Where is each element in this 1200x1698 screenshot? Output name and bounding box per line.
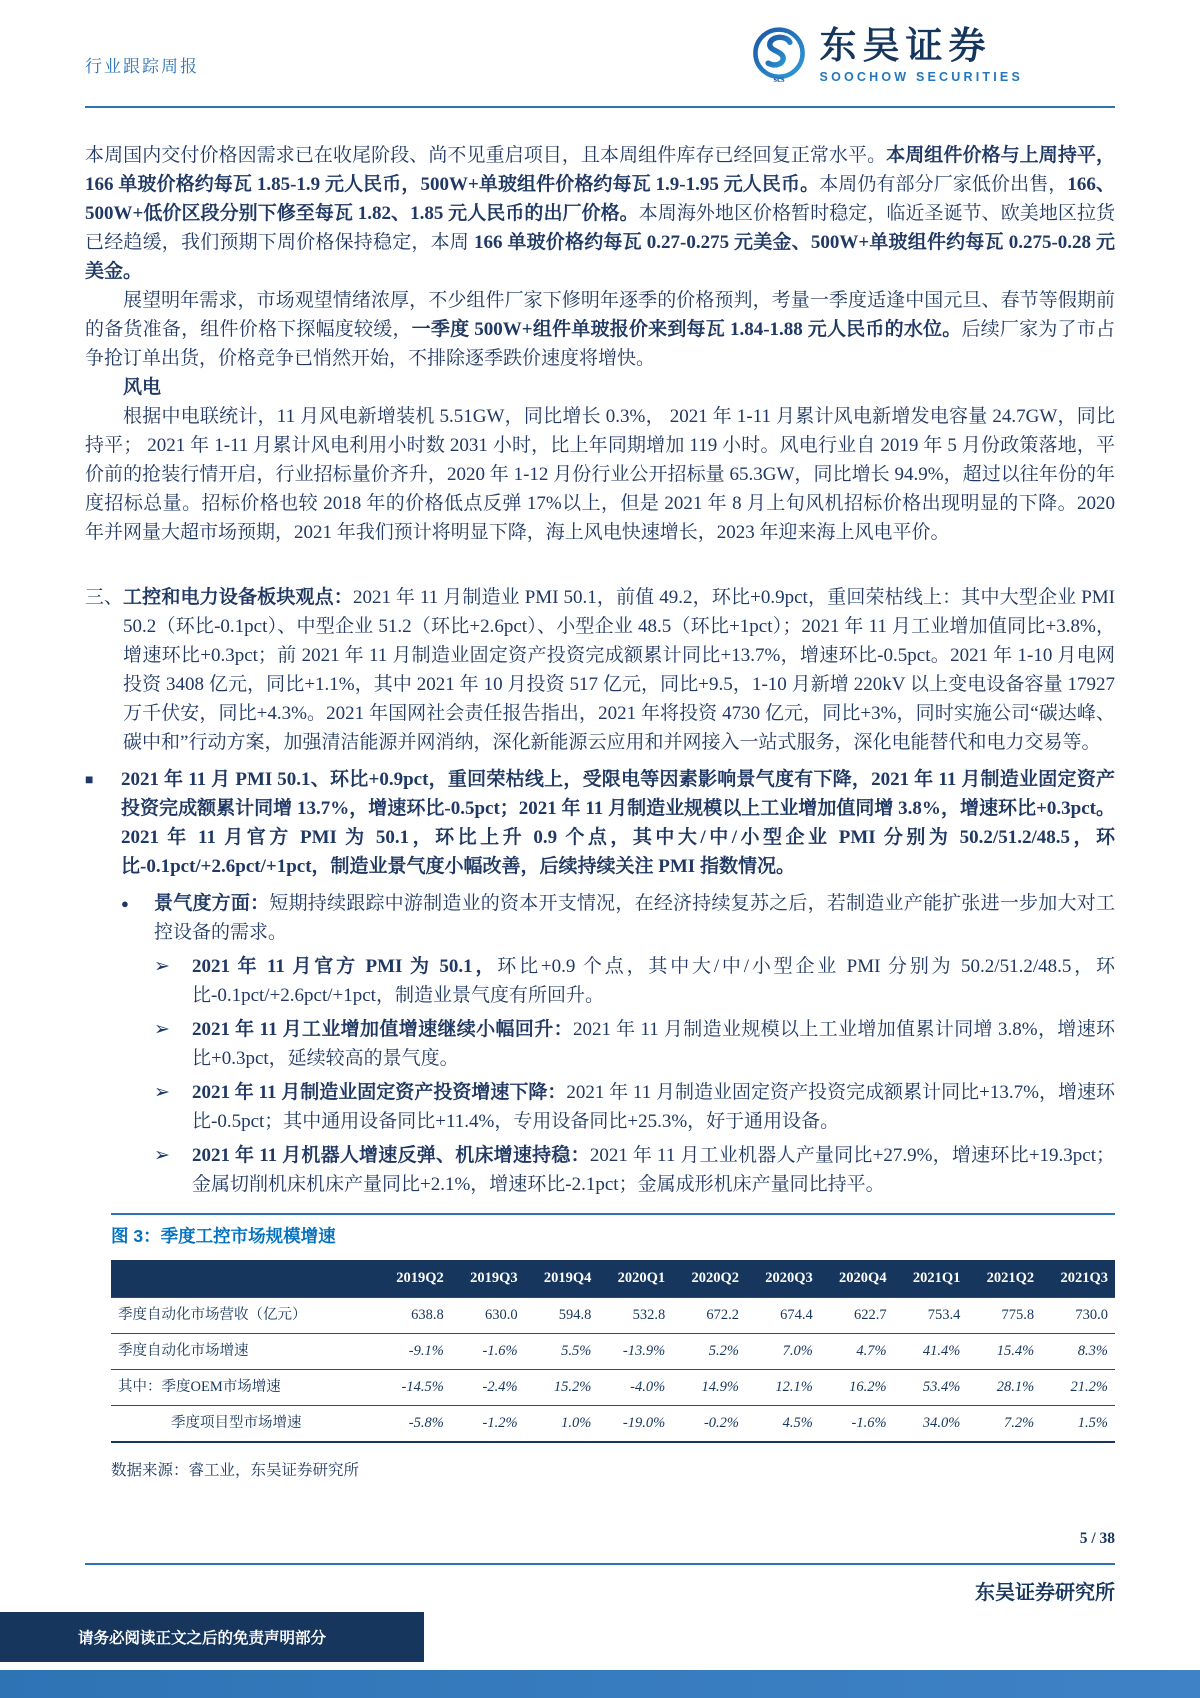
soochow-emblem-icon bbox=[750, 26, 808, 84]
table-cell: 674.4 bbox=[746, 1298, 820, 1334]
table-cell: -1.6% bbox=[451, 1334, 525, 1370]
report-type-label: 行业跟踪周报 bbox=[85, 57, 199, 76]
table-cell: 630.0 bbox=[451, 1298, 525, 1334]
paragraph-next-year-outlook bbox=[85, 286, 1115, 373]
table-cell: -9.1% bbox=[377, 1334, 451, 1370]
arrow-item-official-pmi-text bbox=[192, 952, 1115, 1010]
table-cell: -0.2% bbox=[672, 1406, 746, 1443]
table-header-cell: 2021Q1 bbox=[894, 1260, 968, 1298]
report-body bbox=[85, 108, 1115, 1485]
table-header-cell bbox=[111, 1260, 377, 1298]
table-header-cell: 2019Q3 bbox=[451, 1260, 525, 1298]
table-cell: 775.8 bbox=[967, 1298, 1041, 1334]
brand-text bbox=[820, 26, 1023, 84]
bullet-pmi-summary bbox=[85, 765, 1115, 881]
table-cell: -1.2% bbox=[451, 1406, 525, 1443]
research-institute-name: 东吴证券研究所 bbox=[975, 1582, 1115, 1604]
table-header-cell: 2019Q4 bbox=[525, 1260, 599, 1298]
table-cell: 672.2 bbox=[672, 1298, 746, 1334]
table-row bbox=[111, 1298, 1115, 1334]
bottom-accent-bar bbox=[0, 1670, 1200, 1698]
table-cell: 4.5% bbox=[746, 1406, 820, 1443]
text-segment: 本周海外地区价格暂时稳定，临近圣诞节、欧美地区拉货已经趋缓，我们预期下周价格保持稳定，本周 bbox=[85, 203, 1115, 253]
table-cell: 21.2% bbox=[1041, 1370, 1115, 1406]
table-row bbox=[111, 1406, 1115, 1443]
text-segment: 本周组件价格与上周持平，166 单玻价格约每瓦 1.85-1.9 元人民币，500W+单玻组件价格约每瓦 1.9-1.95 元人民币。 bbox=[85, 145, 1115, 195]
table-cell: 14.9% bbox=[672, 1370, 746, 1406]
disclaimer-text: 请务必阅读正文之后的免责声明部分 bbox=[78, 1630, 327, 1647]
text-segment: 本周仍有部分厂家低价出售， bbox=[819, 174, 1068, 195]
bullet-sentiment bbox=[121, 889, 1115, 947]
page-header bbox=[85, 0, 1115, 108]
text-segment: 2021 年 11 月机器人增速反弹、机床增速持稳： bbox=[192, 1145, 590, 1166]
table-row-label: 季度自动化市场营收（亿元） bbox=[111, 1298, 377, 1334]
table-cell: 7.2% bbox=[967, 1406, 1041, 1443]
table-header-cell: 2019Q2 bbox=[377, 1260, 451, 1298]
table-cell: 4.7% bbox=[820, 1334, 894, 1370]
arrow-item-robot-machine-tool-text bbox=[192, 1141, 1115, 1199]
arrow-bullet-icon: ➢ bbox=[154, 1145, 170, 1166]
table-cell: -14.5% bbox=[377, 1370, 451, 1406]
table-row bbox=[111, 1370, 1115, 1406]
table-cell: -5.8% bbox=[377, 1406, 451, 1443]
text-segment: 环比+0.9 个点，其中大/中/小型企业 PMI 分别为 50.2/51.2/48.5，环比-0.1pct/+2.6pct/+1pct，制造业景气度有所回升。 bbox=[192, 956, 1115, 1006]
table-header-cell: 2021Q2 bbox=[967, 1260, 1041, 1298]
text-segment: 166 单玻价格约每瓦 0.27-0.275 元美金、500W+单玻组件约每瓦 0.275-0.28 元美金。 bbox=[85, 232, 1115, 282]
table-row bbox=[111, 1334, 1115, 1370]
table-cell: 532.8 bbox=[598, 1298, 672, 1334]
table-cell: 1.5% bbox=[1041, 1406, 1115, 1443]
table-row-label: 季度自动化市场增速 bbox=[111, 1334, 377, 1370]
table-cell: -2.4% bbox=[451, 1370, 525, 1406]
text-segment: 2021 年 11 月制造业规模以上工业增加值累计同增 3.8%，增速环比+0.3pct，延续较高的景气度。 bbox=[192, 1019, 1116, 1069]
table-cell: 594.8 bbox=[525, 1298, 599, 1334]
bullet-pmi-summary-text bbox=[121, 765, 1115, 881]
page-number: 5 / 38 bbox=[1079, 1530, 1115, 1547]
text-segment: 本周国内交付价格因需求已在收尾阶段、尚不见重启项目，且本周组件库存已经回复正常水平。 bbox=[85, 145, 887, 166]
section-number-marker: 三、 bbox=[85, 587, 124, 608]
table-cell: 730.0 bbox=[1041, 1298, 1115, 1334]
brand-name-cn: 东吴证券 bbox=[819, 26, 992, 67]
table-cell: 8.3% bbox=[1041, 1334, 1115, 1370]
arrow-item-fixed-investment bbox=[154, 1078, 1115, 1136]
table-cell: 5.2% bbox=[672, 1334, 746, 1370]
table-header-cell: 2020Q4 bbox=[820, 1260, 894, 1298]
text-segment: 2021 年 11 月制造业 PMI 50.1，前值 49.2，环比+0.9pct，重回荣枯线上：其中大型企业 PMI 50.2（环比-0.1pct）、中型企业 51.2（环比+2.6pct）、小型企业 48.5（环比+1pct）；2021 年 11 月工业增加值同比+3.8%，增速环比+0.3pct；前 2021 年 11 月制造业固定资产投资完成额累计同比+13.7%，增速环比-0.5pct。2021 年 1-10 月电网投资 3408 亿元，同比+1.1%，其中 2021 年 10 月投资 517 亿元，同比+9.5，1-10 月新增 220kV 以上变电设备容量 17927 万千伏安，同比+4.3%。2021 年国网社会责任报告指出，2021 年将投资 4730 亿元，同比+3%，同时实施公司“碳达峰、碳中和”行动方案，加强清洁能源并网消纳，深化新能源云应用和并网接入一站式服务，深化电能替代和电力交易等。 bbox=[123, 587, 1115, 753]
text-segment: 2021 年 11 月工业机器人产量同比+27.9%，增速环比+19.3pct；金属切削机床机床产量同比+2.1%，增速环比-2.1pct；金属成形机床产量同比持平。 bbox=[192, 1145, 1115, 1195]
arrow-bullet-icon: ➢ bbox=[154, 956, 170, 977]
table-header-cell: 2021Q3 bbox=[1041, 1260, 1115, 1298]
table-row-label: 季度项目型市场增速 bbox=[111, 1406, 377, 1443]
arrow-item-industrial-output bbox=[154, 1015, 1115, 1073]
text-segment: 2021 年 11 月官方 PMI 为 50.1， bbox=[192, 956, 498, 977]
table-cell: -4.0% bbox=[598, 1370, 672, 1406]
text-segment: 166、500W+低价区段分别下修至每瓦 1.82、1.85 元人民币的出厂价格。 bbox=[85, 174, 1115, 224]
arrow-item-official-pmi bbox=[154, 952, 1115, 1010]
brand-logo bbox=[750, 26, 1023, 84]
text-segment: 短期持续跟踪中游制造业的资本开支情况，在经济持续复苏之后，若制造业产能扩张进一步加大对工控设备的需求。 bbox=[154, 893, 1115, 943]
text-segment: 展望明年需求，市场观望情绪浓厚，不少组件厂家下修明年逐季的价格预判，考量一季度适逢中国元旦、春节等假期前的备货准备，组件价格下探幅度较缓， bbox=[85, 290, 1115, 340]
table-cell: 7.0% bbox=[746, 1334, 820, 1370]
brand-name-en: SOOCHOW SECURITIES bbox=[819, 70, 1023, 84]
text-segment: 2021 年 11 月 PMI 50.1、环比+0.9pct，重回荣枯线上，受限电等因素影响景气度有下降，2021 年 11 月制造业固定资产投资完成额累计同增 13.7%，增速环比-0.5pct；2021 年 11 月制造业规模以上工业增加值同增 3.8%，增速环比+0.3pct。2021 年 11 月官方 PMI 为 50.1，环比上升 0.9 个点，其中大/中/小型企业 PMI 分别为 50.2/51.2/48.5，环比-0.1pct/+2.6pct/+1pct，制造业景气度小幅改善，后续持续关注 PMI 指数情况。 bbox=[121, 769, 1115, 877]
footer-divider bbox=[85, 1563, 1115, 1565]
table-header-row bbox=[111, 1260, 1115, 1298]
table-cell: 34.0% bbox=[894, 1406, 968, 1443]
table-cell: 638.8 bbox=[377, 1298, 451, 1334]
arrow-item-robot-machine-tool bbox=[154, 1141, 1115, 1199]
figure-title: 图 3：季度工控市场规模增速 bbox=[111, 1226, 336, 1246]
table-cell: -19.0% bbox=[598, 1406, 672, 1443]
quarterly-industrial-control-table bbox=[111, 1260, 1115, 1443]
text-segment: 景气度方面： bbox=[154, 893, 270, 914]
table-cell: 15.4% bbox=[967, 1334, 1041, 1370]
text-segment: 2021 年 11 月制造业固定资产投资增速下降： bbox=[192, 1082, 567, 1103]
text-segment: 一季度 500W+组件单玻报价来到每瓦 1.84-1.88 元人民币的水位。 bbox=[411, 319, 962, 340]
table-cell: -13.9% bbox=[598, 1334, 672, 1370]
figure-3 bbox=[111, 1213, 1115, 1485]
table-header-cell: 2020Q2 bbox=[672, 1260, 746, 1298]
table-cell: 622.7 bbox=[820, 1298, 894, 1334]
paragraph-wind-power bbox=[85, 402, 1115, 547]
data-source-note: 数据来源：睿工业，东吴证券研究所 bbox=[111, 1462, 360, 1479]
table-cell: 12.1% bbox=[746, 1370, 820, 1406]
table-header-cell: 2020Q3 bbox=[746, 1260, 820, 1298]
table-row-label: 其中：季度OEM市场增速 bbox=[111, 1370, 377, 1406]
table-cell: 28.1% bbox=[967, 1370, 1041, 1406]
round-bullet-icon: ● bbox=[121, 896, 129, 911]
disclaimer-bar bbox=[0, 1612, 424, 1662]
emblem-scs-text: scs bbox=[773, 74, 785, 84]
section-industrial-control bbox=[85, 583, 1115, 757]
text-segment: 根据中电联统计，11 月风电新增装机 5.51GW，同比增长 0.3%， 2021 年 1-11 月累计风电新增发电容量 24.7GW，同比持平； 2021 年 1-11 月累计风电利用小时数 2031 小时，比上年同期增加 119 小时。风电行业自 2019 年 5 月份政策落地，平价前的抢装行情开启，行业招标量价齐升，2020 年 1-12 月份行业公开招标量 65.3GW，同比增长 94.9%，超过以往年份的年度招标总量。招标价格也较 2018 年的价格低点反弹 17%以上，但是 2021 年 8 月上旬风机招标价格出现明显的下降。2020 年并网量大超市场预期，2021 年我们预计将明显下降，海上风电快速增长，2023 年迎来海上风电平价。 bbox=[85, 406, 1115, 543]
text-segment: 工控和电力设备板块观点： bbox=[123, 587, 353, 608]
paragraph-module-price bbox=[85, 141, 1115, 286]
square-bullet-icon: ■ bbox=[85, 773, 94, 788]
table-cell: 753.4 bbox=[894, 1298, 968, 1334]
table-cell: 41.4% bbox=[894, 1334, 968, 1370]
arrow-item-industrial-output-text bbox=[192, 1015, 1115, 1073]
arrow-bullet-icon: ➢ bbox=[154, 1019, 170, 1040]
text-segment: 后续厂家为了市占争抢订单出货，价格竞争已悄然开始，不排除逐季跌价速度将增快。 bbox=[85, 319, 1115, 369]
table-cell: 53.4% bbox=[894, 1370, 968, 1406]
arrow-item-fixed-investment-text bbox=[192, 1078, 1115, 1136]
wind-section-heading: 风电 bbox=[123, 377, 162, 398]
text-segment: 2021 年 11 月制造业固定资产投资完成额累计同比+13.7%，增速环比-0.5pct；其中通用设备同比+11.4%，专用设备同比+25.3%，好于通用设备。 bbox=[192, 1082, 1116, 1132]
arrow-bullet-icon: ➢ bbox=[154, 1082, 170, 1103]
table-cell: 16.2% bbox=[820, 1370, 894, 1406]
text-segment: 2021 年 11 月工业增加值增速继续小幅回升： bbox=[192, 1019, 573, 1040]
section-text bbox=[123, 583, 1115, 757]
table-header-cell: 2020Q1 bbox=[598, 1260, 672, 1298]
bullet-sentiment-text bbox=[154, 889, 1115, 947]
table-cell: 5.5% bbox=[525, 1334, 599, 1370]
table-cell: -1.6% bbox=[820, 1406, 894, 1443]
table-cell: 15.2% bbox=[525, 1370, 599, 1406]
table-cell: 1.0% bbox=[525, 1406, 599, 1443]
